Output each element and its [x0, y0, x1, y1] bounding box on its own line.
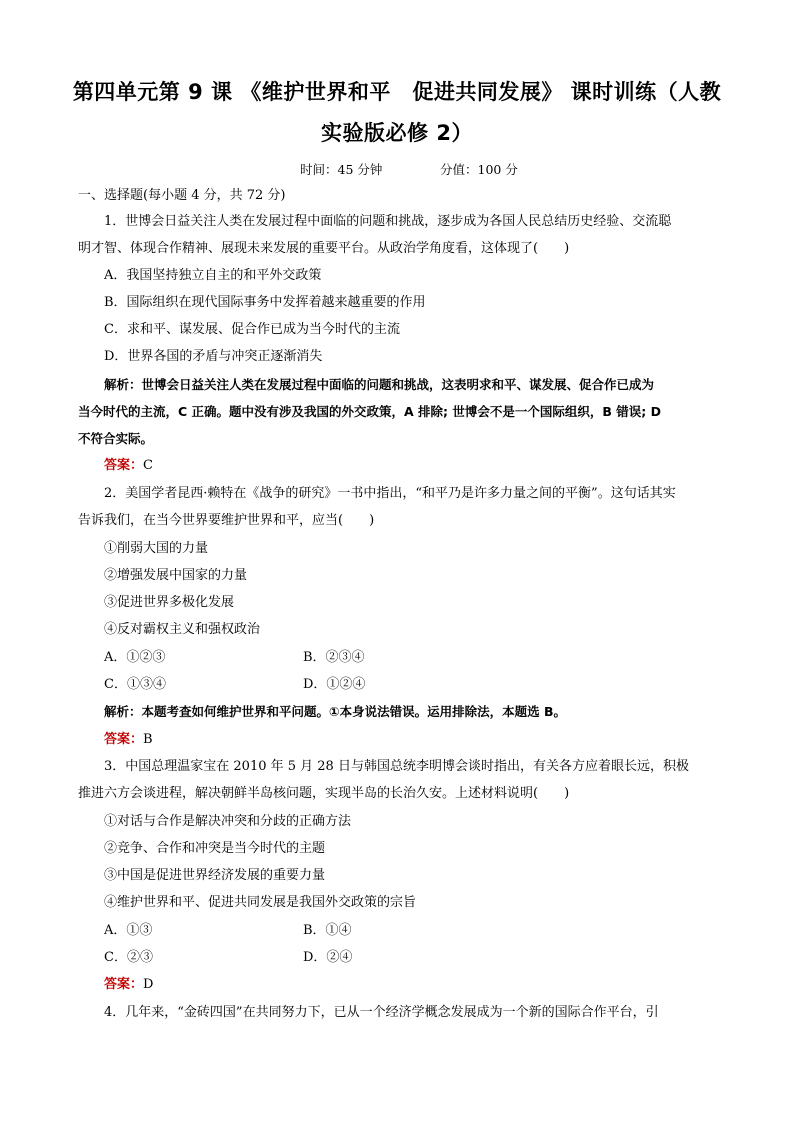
explanation-label: 解析：	[104, 377, 142, 392]
q1-answer	[104, 457, 153, 475]
answer-label: 答案：	[104, 732, 144, 747]
answer-label: 答案：	[104, 977, 144, 992]
q3-option-a: A．①③	[104, 923, 153, 938]
q1-option-a: A．我国坚持独立自主的和平外交政策	[104, 268, 322, 283]
q2-stem-line2: 告诉我们，在当今世界要维护世界和平，应当( )	[78, 513, 375, 528]
answer-value: B	[143, 732, 153, 747]
time-limit: 时间：45 分钟	[300, 162, 383, 177]
q1-option-b: B．国际组织在现代国际事务中发挥着越来越重要的作用	[104, 295, 426, 310]
q1-option-d: D．世界各国的矛盾与冲突正逐渐消失	[104, 349, 323, 364]
q3-stem-line1: 3．中国总理温家宝在 2010 年 5 月 28 日与韩国总统李明博会谈时指出，有关各方应着眼长远，积极	[104, 759, 689, 774]
document-title-line1: 第四单元第 9 课 《维护世界和平 促进共同发展》 课时训练（人教	[72, 80, 722, 104]
q1-explanation-line1	[104, 376, 654, 394]
q2-item-2: ②增强发展中国家的力量	[104, 568, 248, 583]
q1-explanation-line2: 当今时代的主流，C 正确。题中没有涉及我国的外交政策，A 排除; 世博会不是一个国际组织，B 错误; D	[78, 404, 662, 419]
q1-stem-line1: 1．世博会日益关注人类在发展过程中面临的问题和挑战，逐步成为各国人民总结历史经验、交流聪	[104, 214, 672, 229]
q4-stem-line1: 4．几年来，“金砖四国”在共同努力下，已从一个经济学概念发展成为一个新的国际合作平台，引	[104, 1005, 659, 1020]
q2-option-d: D．①②④	[303, 677, 366, 692]
total-score: 分值：100 分	[440, 162, 518, 177]
document-title-line2: 实验版必修 2）	[321, 121, 473, 145]
q2-item-3: ③促进世界多极化发展	[104, 595, 235, 610]
q2-stem-line1: 2．美国学者昆西·赖特在《战争的研究》一书中指出，“和平乃是许多力量之间的平衡”。这句话其实	[104, 486, 676, 501]
section-heading: 一、选择题(每小题 4 分，共 72 分)	[78, 188, 286, 203]
q2-item-1: ①削弱大国的力量	[104, 541, 209, 556]
q3-option-d: D．②④	[303, 950, 353, 965]
answer-label: 答案：	[104, 458, 144, 473]
q3-stem-line2: 推进六方会谈进程，解决朝鲜半岛核问题，实现半岛的长治久安。上述材料说明( )	[78, 786, 570, 801]
explanation-label: 解析：	[104, 704, 142, 719]
q2-option-c: C．①③④	[104, 677, 166, 692]
q2-option-b: B．②③④	[303, 650, 365, 665]
explanation-text: 本题考查如何维护世界和平问题。①本身说法错误。运用排除法，本题选 B。	[141, 704, 566, 719]
answer-value: C	[143, 458, 153, 473]
q3-item-2: ②竞争、合作和冲突是当今时代的主题	[104, 841, 326, 856]
q3-option-b: B．①④	[303, 923, 352, 938]
answer-value: D	[143, 977, 154, 992]
q1-stem-line2: 明才智、体现合作精神、展现未来发展的重要平台。从政治学角度看，这体现了( )	[78, 241, 570, 256]
q1-option-c: C．求和平、谋发展、促合作已成为当今时代的主流	[104, 322, 400, 337]
q3-item-3: ③中国是促进世界经济发展的重要力量	[104, 868, 326, 883]
q3-answer	[104, 976, 153, 994]
q1-explanation-line3: 不符合实际。	[78, 431, 154, 446]
q2-explanation	[104, 703, 566, 721]
q3-item-4: ④维护世界和平、促进共同发展是我国外交政策的宗旨	[104, 895, 417, 910]
q3-option-c: C．②③	[104, 950, 153, 965]
q2-answer	[104, 731, 153, 749]
explanation-text: 世博会日益关注人类在发展过程中面临的问题和挑战，这表明求和平、谋发展、促合作已成为	[141, 377, 655, 392]
q2-item-4: ④反对霸权主义和强权政治	[104, 622, 261, 637]
q2-option-a: A．①②③	[104, 650, 166, 665]
q3-item-1: ①对话与合作是解决冲突和分歧的正确方法	[104, 814, 352, 829]
